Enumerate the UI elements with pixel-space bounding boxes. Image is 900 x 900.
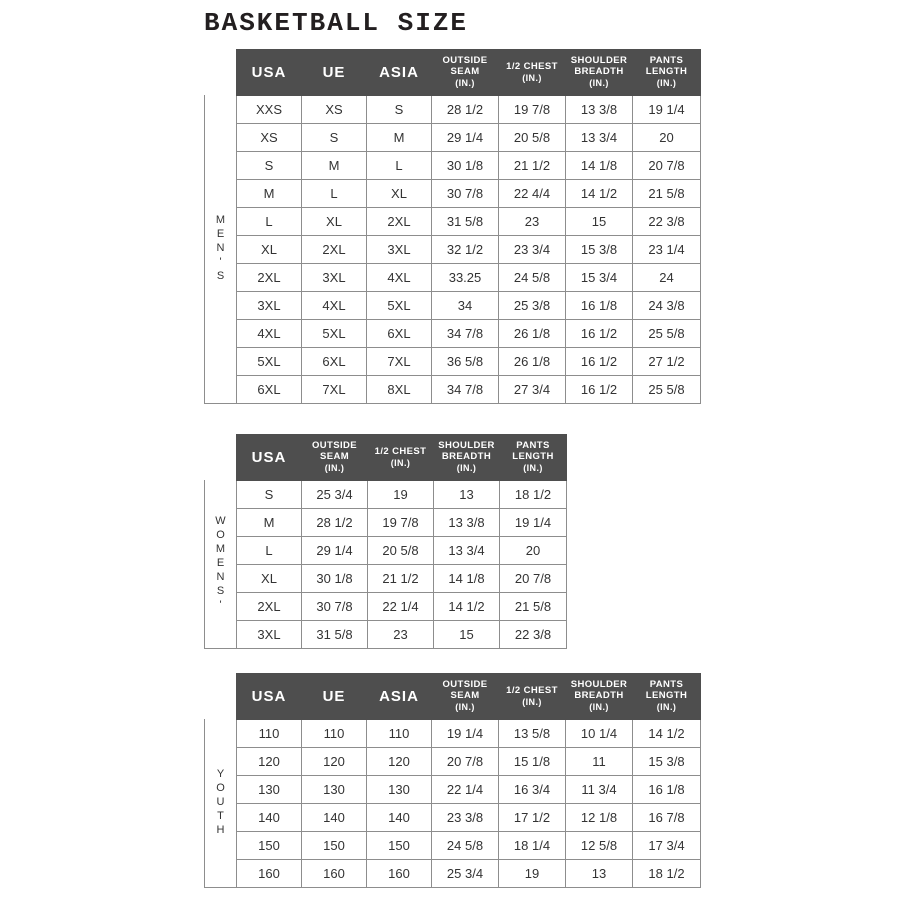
table-cell: 18 1/2	[500, 481, 567, 509]
table-cell: 17 1/2	[499, 804, 566, 832]
table-cell: 22 3/8	[500, 621, 567, 649]
table-row	[237, 180, 701, 208]
table-cell: 3XL	[367, 236, 432, 264]
table-header-row	[237, 435, 567, 481]
column-header: SHOULDER BREADTH (IN.)	[566, 674, 633, 720]
table-cell: 20	[500, 537, 567, 565]
table-cell: 12 5/8	[566, 832, 633, 860]
table-cell: 5XL	[302, 320, 367, 348]
table-cell: 16 1/8	[633, 776, 701, 804]
page-title: BASKETBALL SIZE	[204, 8, 469, 38]
column-header: 1/2 CHEST (IN.)	[499, 50, 566, 96]
table-cell: 20 5/8	[368, 537, 434, 565]
table-cell: 16 1/2	[566, 348, 633, 376]
table-cell: 14 1/8	[434, 565, 500, 593]
table-cell: 22 4/4	[499, 180, 566, 208]
table-cell: 110	[367, 720, 432, 748]
mens-side-label	[204, 49, 236, 404]
table-cell: 110	[302, 720, 367, 748]
table-cell: 130	[302, 776, 367, 804]
table-cell: 29 1/4	[302, 537, 368, 565]
table-cell: 31 5/8	[432, 208, 499, 236]
table-cell: 6XL	[237, 376, 302, 404]
table-cell: S	[237, 152, 302, 180]
table-cell: 21 5/8	[633, 180, 701, 208]
table-cell: 16 1/2	[566, 320, 633, 348]
table-cell: 21 5/8	[500, 593, 567, 621]
table-cell: 17 3/4	[633, 832, 701, 860]
table-cell: 130	[237, 776, 302, 804]
table-cell: 13 3/4	[434, 537, 500, 565]
table-cell: 16 1/8	[566, 292, 633, 320]
table-cell: 150	[367, 832, 432, 860]
table-cell: 14 1/2	[434, 593, 500, 621]
table-cell: 15 1/8	[499, 748, 566, 776]
table-cell: L	[302, 180, 367, 208]
table-row	[237, 152, 701, 180]
table-cell: 20 7/8	[500, 565, 567, 593]
table-cell: 16 3/4	[499, 776, 566, 804]
table-cell: 19 7/8	[368, 509, 434, 537]
table-cell: 30 7/8	[302, 593, 368, 621]
table-cell: 23 3/4	[499, 236, 566, 264]
column-header: UE	[302, 50, 367, 96]
table-cell: 30 1/8	[432, 152, 499, 180]
table-cell: 20 5/8	[499, 124, 566, 152]
mens-size-table	[236, 49, 701, 404]
table-row	[237, 264, 701, 292]
table-row	[237, 96, 701, 124]
table-cell: 15	[434, 621, 500, 649]
table-cell: 15 3/8	[566, 236, 633, 264]
table-cell: 3XL	[237, 292, 302, 320]
table-row	[237, 832, 701, 860]
table-cell: 16 7/8	[633, 804, 701, 832]
table-cell: 19	[499, 860, 566, 888]
table-cell: 19	[368, 481, 434, 509]
table-cell: 26 1/8	[499, 320, 566, 348]
table-cell: 23 3/8	[432, 804, 499, 832]
table-cell: XL	[302, 208, 367, 236]
column-header: OUTSIDE SEAM (IN.)	[302, 435, 368, 481]
column-header: PANTS LENGTH (IN.)	[633, 50, 701, 96]
column-header: USA	[237, 50, 302, 96]
table-cell: 2XL	[237, 593, 302, 621]
table-cell: XXS	[237, 96, 302, 124]
table-cell: 29 1/4	[432, 124, 499, 152]
table-cell: 13 5/8	[499, 720, 566, 748]
table-row	[237, 376, 701, 404]
table-header-row	[237, 674, 701, 720]
table-cell: 24	[633, 264, 701, 292]
table-row	[237, 292, 701, 320]
column-header: ASIA	[367, 674, 432, 720]
table-cell: 22 3/8	[633, 208, 701, 236]
table-cell: 34 7/8	[432, 376, 499, 404]
table-row	[237, 804, 701, 832]
table-cell: 4XL	[302, 292, 367, 320]
table-cell: 5XL	[237, 348, 302, 376]
column-header: PANTS LENGTH (IN.)	[500, 435, 567, 481]
table-row	[237, 720, 701, 748]
table-row	[237, 621, 567, 649]
youth-side-label	[204, 673, 236, 888]
table-cell: 14 1/2	[566, 180, 633, 208]
table-cell: 23	[499, 208, 566, 236]
table-cell: 13	[566, 860, 633, 888]
column-header: USA	[237, 674, 302, 720]
table-cell: 34 7/8	[432, 320, 499, 348]
column-header: PANTS LENGTH (IN.)	[633, 674, 701, 720]
table-cell: 6XL	[302, 348, 367, 376]
table-cell: 28 1/2	[432, 96, 499, 124]
table-cell: 25 3/4	[302, 481, 368, 509]
table-cell: 14 1/8	[566, 152, 633, 180]
table-row	[237, 776, 701, 804]
table-cell: 25 5/8	[633, 376, 701, 404]
table-cell: 130	[367, 776, 432, 804]
table-row	[237, 348, 701, 376]
table-cell: 25 5/8	[633, 320, 701, 348]
table-cell: 8XL	[367, 376, 432, 404]
table-cell: 19 1/4	[633, 96, 701, 124]
table-cell: 120	[237, 748, 302, 776]
table-cell: 27 3/4	[499, 376, 566, 404]
table-cell: 120	[367, 748, 432, 776]
table-cell: M	[302, 152, 367, 180]
table-row	[237, 509, 567, 537]
table-cell: 140	[237, 804, 302, 832]
table-cell: 19 7/8	[499, 96, 566, 124]
table-cell: 22 1/4	[368, 593, 434, 621]
table-cell: L	[237, 208, 302, 236]
table-cell: M	[237, 509, 302, 537]
table-cell: 24 3/8	[633, 292, 701, 320]
table-cell: 18 1/4	[499, 832, 566, 860]
table-cell: 32 1/2	[432, 236, 499, 264]
column-header: SHOULDER BREADTH (IN.)	[434, 435, 500, 481]
table-cell: 27 1/2	[633, 348, 701, 376]
table-cell: 26 1/8	[499, 348, 566, 376]
column-header: UE	[302, 674, 367, 720]
table-cell: 160	[237, 860, 302, 888]
table-row	[237, 565, 567, 593]
table-cell: 11	[566, 748, 633, 776]
table-row	[237, 124, 701, 152]
column-header: OUTSIDE SEAM (IN.)	[432, 674, 499, 720]
table-header-row	[237, 50, 701, 96]
table-cell: M	[237, 180, 302, 208]
mens-side-label-text: MEN'S	[214, 214, 227, 284]
table-cell: 30 7/8	[432, 180, 499, 208]
youth-side-label-text: YOUTH	[214, 768, 227, 838]
column-header: OUTSIDE SEAM (IN.)	[432, 50, 499, 96]
table-cell: 24 5/8	[499, 264, 566, 292]
table-cell: 7XL	[302, 376, 367, 404]
column-header: USA	[237, 435, 302, 481]
table-row	[237, 748, 701, 776]
column-header: 1/2 CHEST (IN.)	[499, 674, 566, 720]
table-cell: 23	[368, 621, 434, 649]
table-cell: 4XL	[237, 320, 302, 348]
table-cell: 160	[367, 860, 432, 888]
table-cell: 150	[237, 832, 302, 860]
table-row	[237, 481, 567, 509]
table-cell: 14 1/2	[633, 720, 701, 748]
table-cell: 34	[432, 292, 499, 320]
womens-size-table	[236, 434, 567, 649]
table-cell: 3XL	[302, 264, 367, 292]
table-row	[237, 537, 567, 565]
table-cell: 23 1/4	[633, 236, 701, 264]
table-row	[237, 860, 701, 888]
table-cell: 15	[566, 208, 633, 236]
table-cell: 21 1/2	[499, 152, 566, 180]
table-cell: 120	[302, 748, 367, 776]
table-cell: 3XL	[237, 621, 302, 649]
table-cell: 18 1/2	[633, 860, 701, 888]
table-cell: L	[367, 152, 432, 180]
table-cell: 11 3/4	[566, 776, 633, 804]
table-cell: XS	[237, 124, 302, 152]
table-cell: 12 1/8	[566, 804, 633, 832]
table-cell: 19 1/4	[432, 720, 499, 748]
womens-side-label	[204, 434, 236, 649]
table-cell: 30 1/8	[302, 565, 368, 593]
table-cell: 2XL	[302, 236, 367, 264]
table-row	[237, 236, 701, 264]
mens-size-table-block	[204, 49, 701, 404]
table-cell: 28 1/2	[302, 509, 368, 537]
table-cell: 4XL	[367, 264, 432, 292]
table-cell: 20 7/8	[432, 748, 499, 776]
table-cell: 5XL	[367, 292, 432, 320]
table-cell: 140	[302, 804, 367, 832]
table-cell: 13 3/4	[566, 124, 633, 152]
table-cell: 24 5/8	[432, 832, 499, 860]
table-cell: 160	[302, 860, 367, 888]
table-row	[237, 320, 701, 348]
column-header: ASIA	[367, 50, 432, 96]
table-cell: S	[237, 481, 302, 509]
table-cell: S	[302, 124, 367, 152]
table-cell: 6XL	[367, 320, 432, 348]
table-cell: 15 3/4	[566, 264, 633, 292]
table-cell: XS	[302, 96, 367, 124]
table-cell: 150	[302, 832, 367, 860]
table-cell: 22 1/4	[432, 776, 499, 804]
table-cell: 20	[633, 124, 701, 152]
youth-size-table	[236, 673, 701, 888]
table-cell: XL	[237, 565, 302, 593]
table-cell: 110	[237, 720, 302, 748]
table-cell: S	[367, 96, 432, 124]
column-header: 1/2 CHEST (IN.)	[368, 435, 434, 481]
table-cell: 13 3/8	[434, 509, 500, 537]
table-cell: 2XL	[237, 264, 302, 292]
table-cell: XL	[237, 236, 302, 264]
table-cell: 13 3/8	[566, 96, 633, 124]
table-cell: 21 1/2	[368, 565, 434, 593]
table-row	[237, 208, 701, 236]
table-cell: 19 1/4	[500, 509, 567, 537]
table-cell: 31 5/8	[302, 621, 368, 649]
table-cell: M	[367, 124, 432, 152]
table-cell: 25 3/8	[499, 292, 566, 320]
table-cell: 20 7/8	[633, 152, 701, 180]
table-cell: 15 3/8	[633, 748, 701, 776]
youth-size-table-block	[204, 673, 701, 888]
table-cell: 10 1/4	[566, 720, 633, 748]
table-cell: 36 5/8	[432, 348, 499, 376]
table-cell: 13	[434, 481, 500, 509]
column-header: SHOULDER BREADTH (IN.)	[566, 50, 633, 96]
table-cell: 2XL	[367, 208, 432, 236]
womens-side-label-text: WOMENS'	[214, 515, 227, 613]
table-cell: 25 3/4	[432, 860, 499, 888]
table-cell: 7XL	[367, 348, 432, 376]
table-cell: L	[237, 537, 302, 565]
table-cell: 140	[367, 804, 432, 832]
table-row	[237, 593, 567, 621]
table-cell: XL	[367, 180, 432, 208]
womens-size-table-block	[204, 434, 567, 649]
table-cell: 33.25	[432, 264, 499, 292]
table-cell: 16 1/2	[566, 376, 633, 404]
